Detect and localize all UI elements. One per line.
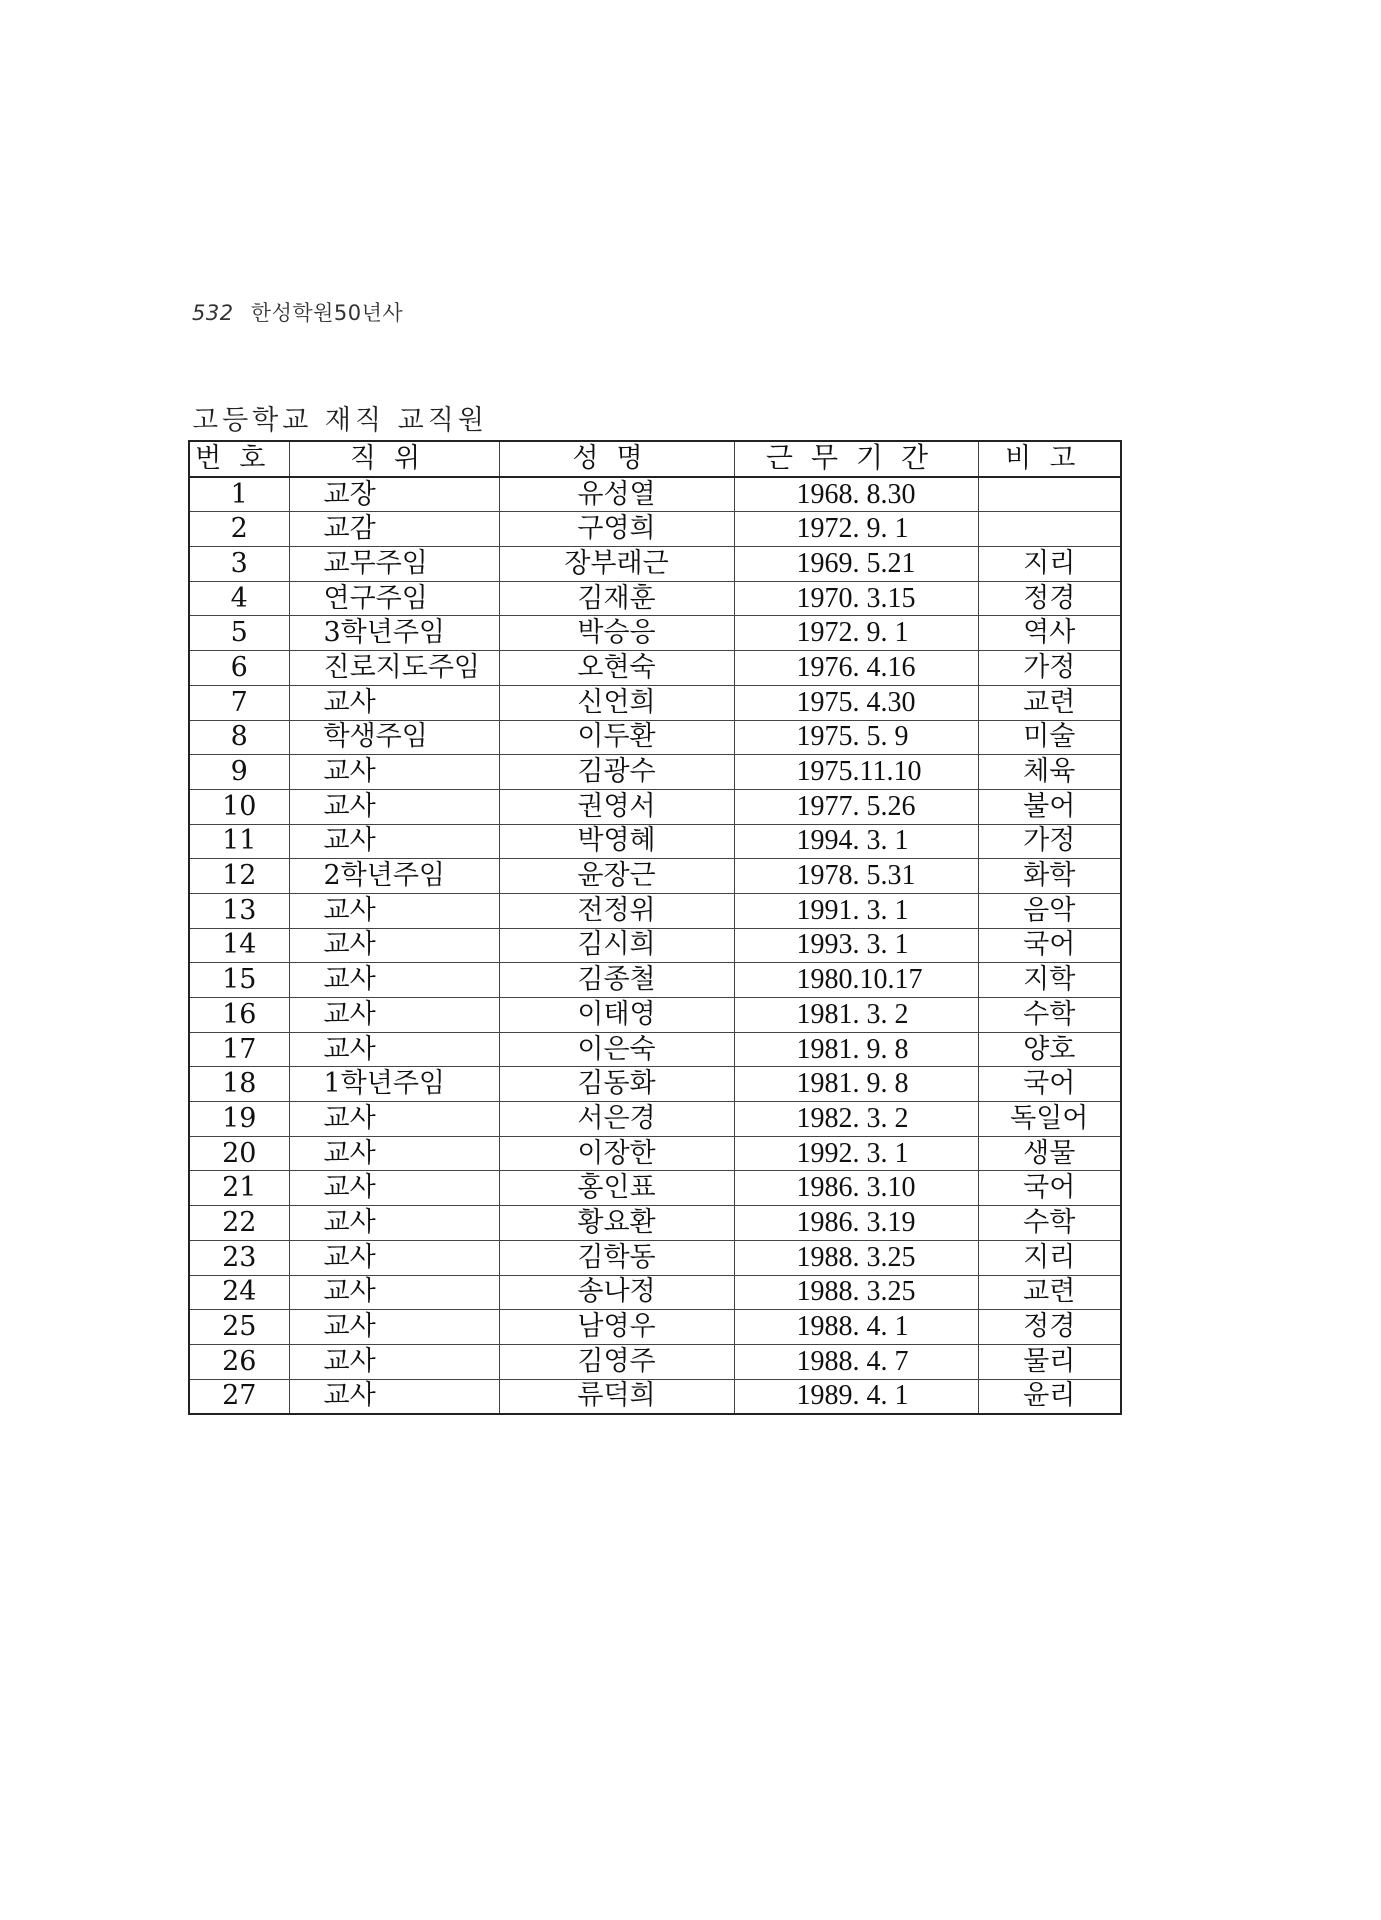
cell-period: 1988. 3.25 [734, 1275, 978, 1310]
cell-note: 국어 [978, 1067, 1121, 1102]
table-row [189, 1171, 1121, 1206]
col-header-name: 성명 [499, 441, 734, 477]
cell-period: 1975.11.10 [734, 755, 978, 790]
table-row [189, 1032, 1121, 1067]
cell-period: 1981. 9. 8 [734, 1067, 978, 1102]
cell-number: 14 [189, 928, 289, 963]
cell-number: 8 [189, 720, 289, 755]
table-row [189, 1275, 1121, 1310]
cell-note: 양호 [978, 1032, 1121, 1067]
cell-position: 교사 [289, 1206, 499, 1241]
cell-period: 1993. 3. 1 [734, 928, 978, 963]
table-row [189, 1067, 1121, 1102]
cell-name: 오현숙 [499, 651, 734, 686]
cell-number: 24 [189, 1275, 289, 1310]
cell-note: 지리 [978, 1240, 1121, 1275]
cell-number: 20 [189, 1136, 289, 1171]
cell-note: 생물 [978, 1136, 1121, 1171]
cell-note: 독일어 [978, 1102, 1121, 1137]
col-header-period: 근무기간 [734, 441, 978, 477]
cell-period: 1968. 8.30 [734, 477, 978, 512]
table-row [189, 581, 1121, 616]
cell-position: 교사 [289, 789, 499, 824]
cell-name: 서은경 [499, 1102, 734, 1137]
table-row [189, 1310, 1121, 1345]
cell-period: 1982. 3. 2 [734, 1102, 978, 1137]
cell-note: 물리 [978, 1344, 1121, 1379]
cell-period: 1989. 4. 1 [734, 1379, 978, 1414]
cell-position: 교사 [289, 824, 499, 859]
cell-name: 류덕희 [499, 1379, 734, 1414]
cell-period: 1991. 3. 1 [734, 893, 978, 928]
page-header [192, 297, 403, 327]
cell-number: 19 [189, 1102, 289, 1137]
cell-number: 2 [189, 512, 289, 547]
cell-position: 교사 [289, 1032, 499, 1067]
cell-period: 1978. 5.31 [734, 859, 978, 894]
cell-name: 전정위 [499, 893, 734, 928]
table-row [189, 1344, 1121, 1379]
cell-period: 1988. 4. 1 [734, 1310, 978, 1345]
cell-number: 21 [189, 1171, 289, 1206]
table-row [189, 685, 1121, 720]
cell-period: 1980.10.17 [734, 963, 978, 998]
cell-name: 이태영 [499, 998, 734, 1033]
book-title: 한성학원50년사 [250, 301, 404, 325]
cell-position: 3학년주임 [289, 616, 499, 651]
cell-note: 지리 [978, 547, 1121, 582]
table-row [189, 1206, 1121, 1241]
table-row [189, 893, 1121, 928]
cell-position: 교감 [289, 512, 499, 547]
staff-table [188, 440, 1122, 1415]
cell-name: 남영우 [499, 1310, 734, 1345]
cell-name: 윤장근 [499, 859, 734, 894]
cell-number: 7 [189, 685, 289, 720]
cell-note: 화학 [978, 859, 1121, 894]
cell-name: 이두환 [499, 720, 734, 755]
cell-number: 9 [189, 755, 289, 790]
cell-note: 지학 [978, 963, 1121, 998]
cell-note: 수학 [978, 1206, 1121, 1241]
table-header-row [189, 441, 1121, 477]
cell-name: 김종철 [499, 963, 734, 998]
table-row [189, 789, 1121, 824]
cell-period: 1969. 5.21 [734, 547, 978, 582]
cell-position: 교사 [289, 1240, 499, 1275]
table-row [189, 1102, 1121, 1137]
cell-number: 11 [189, 824, 289, 859]
cell-note: 교련 [978, 1275, 1121, 1310]
cell-number: 17 [189, 1032, 289, 1067]
cell-note: 가정 [978, 824, 1121, 859]
cell-period: 1975. 5. 9 [734, 720, 978, 755]
cell-number: 15 [189, 963, 289, 998]
cell-position: 교사 [289, 928, 499, 963]
cell-period: 1988. 3.25 [734, 1240, 978, 1275]
cell-name: 김영주 [499, 1344, 734, 1379]
cell-note: 윤리 [978, 1379, 1121, 1414]
cell-period: 1986. 3.10 [734, 1171, 978, 1206]
cell-position: 교사 [289, 1275, 499, 1310]
cell-position: 교사 [289, 1379, 499, 1414]
cell-note: 불어 [978, 789, 1121, 824]
cell-name: 신언희 [499, 685, 734, 720]
cell-position: 연구주임 [289, 581, 499, 616]
cell-position: 교무주임 [289, 547, 499, 582]
cell-note [978, 477, 1121, 512]
cell-period: 1986. 3.19 [734, 1206, 978, 1241]
cell-period: 1972. 9. 1 [734, 512, 978, 547]
cell-number: 27 [189, 1379, 289, 1414]
cell-name: 김광수 [499, 755, 734, 790]
cell-number: 16 [189, 998, 289, 1033]
cell-note: 음악 [978, 893, 1121, 928]
cell-number: 26 [189, 1344, 289, 1379]
cell-position: 학생주임 [289, 720, 499, 755]
table-row [189, 1379, 1121, 1414]
cell-name: 박승응 [499, 616, 734, 651]
page-number: 532 [192, 301, 234, 325]
cell-name: 송나정 [499, 1275, 734, 1310]
cell-note: 정경 [978, 581, 1121, 616]
cell-name: 김동화 [499, 1067, 734, 1102]
cell-name: 김재훈 [499, 581, 734, 616]
cell-name: 장부래근 [499, 547, 734, 582]
cell-period: 1988. 4. 7 [734, 1344, 978, 1379]
table-row [189, 859, 1121, 894]
col-header-number: 번호 [189, 441, 289, 477]
cell-position: 교사 [289, 963, 499, 998]
table-row [189, 928, 1121, 963]
cell-position: 교사 [289, 1171, 499, 1206]
table-row [189, 477, 1121, 512]
cell-note: 체육 [978, 755, 1121, 790]
table-row [189, 998, 1121, 1033]
cell-number: 12 [189, 859, 289, 894]
cell-position: 교사 [289, 998, 499, 1033]
cell-period: 1992. 3. 1 [734, 1136, 978, 1171]
cell-name: 홍인표 [499, 1171, 734, 1206]
table-row [189, 1240, 1121, 1275]
cell-note [978, 512, 1121, 547]
table-row [189, 1136, 1121, 1171]
cell-note: 국어 [978, 928, 1121, 963]
cell-note: 교련 [978, 685, 1121, 720]
cell-number: 13 [189, 893, 289, 928]
cell-position: 교사 [289, 685, 499, 720]
cell-name: 이은숙 [499, 1032, 734, 1067]
table-row [189, 651, 1121, 686]
table-row [189, 512, 1121, 547]
cell-period: 1981. 9. 8 [734, 1032, 978, 1067]
cell-number: 3 [189, 547, 289, 582]
cell-period: 1975. 4.30 [734, 685, 978, 720]
col-header-note: 비고 [978, 441, 1121, 477]
cell-position: 진로지도주임 [289, 651, 499, 686]
table-row [189, 755, 1121, 790]
cell-name: 김시희 [499, 928, 734, 963]
cell-position: 교사 [289, 755, 499, 790]
cell-name: 이장한 [499, 1136, 734, 1171]
cell-position: 교사 [289, 1136, 499, 1171]
cell-name: 박영혜 [499, 824, 734, 859]
cell-note: 가정 [978, 651, 1121, 686]
cell-position: 교사 [289, 1310, 499, 1345]
cell-period: 1976. 4.16 [734, 651, 978, 686]
cell-name: 황요환 [499, 1206, 734, 1241]
cell-period: 1977. 5.26 [734, 789, 978, 824]
cell-number: 10 [189, 789, 289, 824]
cell-note: 미술 [978, 720, 1121, 755]
table-title: 고등학교 재직 교직원 [192, 405, 488, 436]
table-row [189, 824, 1121, 859]
table-row [189, 720, 1121, 755]
cell-number: 1 [189, 477, 289, 512]
table-row [189, 963, 1121, 998]
cell-number: 18 [189, 1067, 289, 1102]
cell-position: 교사 [289, 1102, 499, 1137]
cell-position: 교사 [289, 1344, 499, 1379]
cell-period: 1972. 9. 1 [734, 616, 978, 651]
cell-position: 교장 [289, 477, 499, 512]
cell-position: 1학년주임 [289, 1067, 499, 1102]
cell-number: 22 [189, 1206, 289, 1241]
cell-name: 권영서 [499, 789, 734, 824]
cell-note: 수학 [978, 998, 1121, 1033]
cell-number: 23 [189, 1240, 289, 1275]
cell-name: 김학동 [499, 1240, 734, 1275]
cell-period: 1994. 3. 1 [734, 824, 978, 859]
table-row [189, 547, 1121, 582]
cell-position: 2학년주임 [289, 859, 499, 894]
cell-note: 정경 [978, 1310, 1121, 1345]
table-body [189, 477, 1121, 1415]
col-header-position: 직위 [289, 441, 499, 477]
cell-period: 1970. 3.15 [734, 581, 978, 616]
cell-note: 역사 [978, 616, 1121, 651]
table-row [189, 616, 1121, 651]
cell-period: 1981. 3. 2 [734, 998, 978, 1033]
cell-position: 교사 [289, 893, 499, 928]
cell-note: 국어 [978, 1171, 1121, 1206]
cell-number: 25 [189, 1310, 289, 1345]
cell-number: 4 [189, 581, 289, 616]
cell-name: 유성열 [499, 477, 734, 512]
cell-number: 5 [189, 616, 289, 651]
cell-number: 6 [189, 651, 289, 686]
cell-name: 구영희 [499, 512, 734, 547]
